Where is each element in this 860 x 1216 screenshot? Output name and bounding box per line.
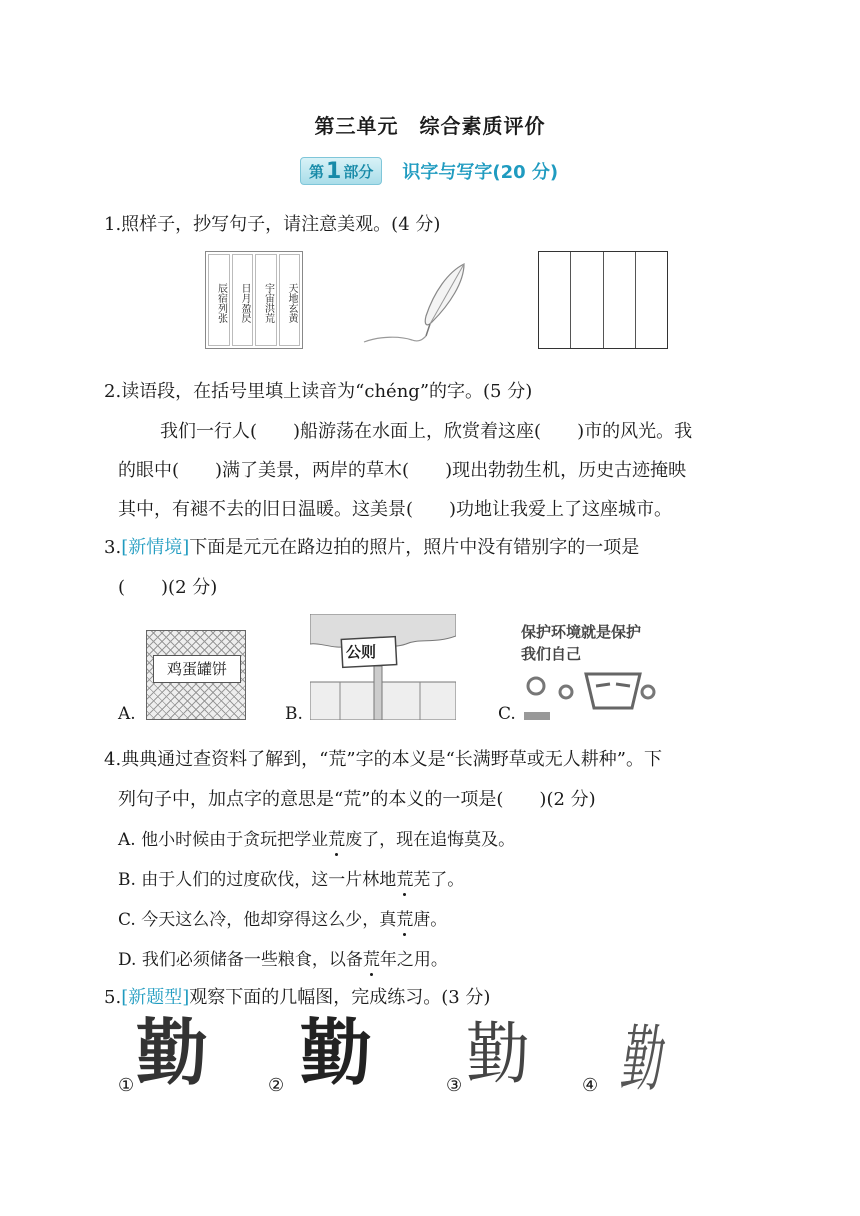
option-c-label[interactable]: C. [498,704,516,724]
sign-a: 鸡蛋罐饼 [153,655,241,683]
sample-column-4: 天地玄黄 [279,254,301,346]
part-badge [300,157,382,185]
option-c[interactable] [118,905,447,930]
option-text: 年之用。 [379,950,448,970]
calligraphy-sample [205,251,303,349]
option-text: A. 他小时候由于贪玩把学业 [118,830,329,850]
question-1-text: 1.照样子，抄写句子，请注意美观。(4 分) [104,214,441,235]
feather-pen-icon [360,258,480,350]
photo-a [146,630,246,720]
paragraph-line-1: 我们一行人( )船游荡在水面上，欣赏着这座( )市的风光。我 [160,421,693,442]
writing-grid[interactable] [538,251,668,349]
item-1-marker: ① [118,1075,135,1096]
page-title: 第三单元 综合素质评价 [314,114,546,138]
writing-column[interactable] [636,252,667,348]
question-2-text: 2.读语段，在括号里填上读音为“chéng”的字。(5 分) [104,381,533,402]
photo-b [310,614,456,720]
question-3-answer-blank: ( )(2 分) [118,577,218,598]
badge-suffix: 部分 [343,162,374,181]
dotted-character: 荒 [396,870,414,890]
part-heading: 识字与写字(20 分) [402,162,559,183]
glyph-4: 勤 [619,1018,661,1102]
question-4-text: 4.典典通过查资料了解到，“荒”字的本义是“长满野草或无人耕种”。下 [104,749,662,770]
sign-c [521,621,641,665]
sample-column-2: 日月盈昃 [232,254,254,346]
item-4-marker: ④ [582,1075,599,1096]
option-text: 唐。 [413,910,448,930]
dotted-character: 荒 [328,830,346,850]
option-text: 芜了。 [413,870,465,890]
sign-c-line-1: 保护环境就是保护 [521,623,642,641]
writing-column[interactable] [604,252,636,348]
glyph-3: 勤 [466,1016,530,1094]
writing-column[interactable] [539,252,571,348]
sample-column-3: 宇宙洪荒 [255,254,277,346]
glyph-1: 勤 [136,1011,209,1095]
option-d[interactable] [118,945,448,970]
dotted-character: 荒 [362,950,380,970]
question-body: 观察下面的几幅图，完成练习。(3 分) [189,987,491,1008]
sample-column-1: 辰宿列张 [208,254,230,346]
option-text: 废了，现在追悔莫及。 [345,830,516,850]
badge-prefix: 第 [309,162,325,181]
paragraph-line-3: 其中，有褪不去的旧日温暖。这美景( )功地让我爱上了这座城市。 [118,499,673,520]
question-tag: [新情境] [121,537,190,558]
option-b-label[interactable]: B. [285,704,303,724]
question-tag: [新题型] [121,987,190,1008]
sign-c-line-2: 我们自己 [521,645,582,663]
item-2-marker: ② [268,1075,285,1096]
decorative-pattern-icon [520,664,660,722]
option-text: C. 今天这么冷，他却穿得这么少，真 [118,910,397,930]
badge-number: 1 [326,158,342,184]
question-3-text [104,533,639,563]
paragraph-line-2: 的眼中( )满了美景，两岸的草木( )现出勃勃生机，历史古迹掩映 [118,460,687,481]
question-number: 5. [104,987,122,1008]
option-text: B. 由于人们的过度砍伐，这一片林地 [118,870,397,890]
glyph-2: 勤 [300,1010,373,1095]
option-text: D. 我们必须储备一些粮食，以备 [118,950,363,970]
item-3-marker: ③ [446,1075,463,1096]
writing-column[interactable] [571,252,603,348]
question-5-text [104,983,490,1013]
question-number: 3. [104,537,122,558]
option-a-label[interactable]: A. [118,704,136,724]
option-b[interactable] [118,865,464,890]
part-header [300,156,558,186]
sign-b: 公则 [346,643,377,661]
question-4-text-2: 列句子中，加点字的意思是“荒”的本义的一项是( )(2 分) [118,789,596,810]
dotted-character: 荒 [396,910,414,930]
option-a[interactable] [118,825,515,850]
question-body: 下面是元元在路边拍的照片，照片中没有错别字的一项是 [189,537,640,558]
